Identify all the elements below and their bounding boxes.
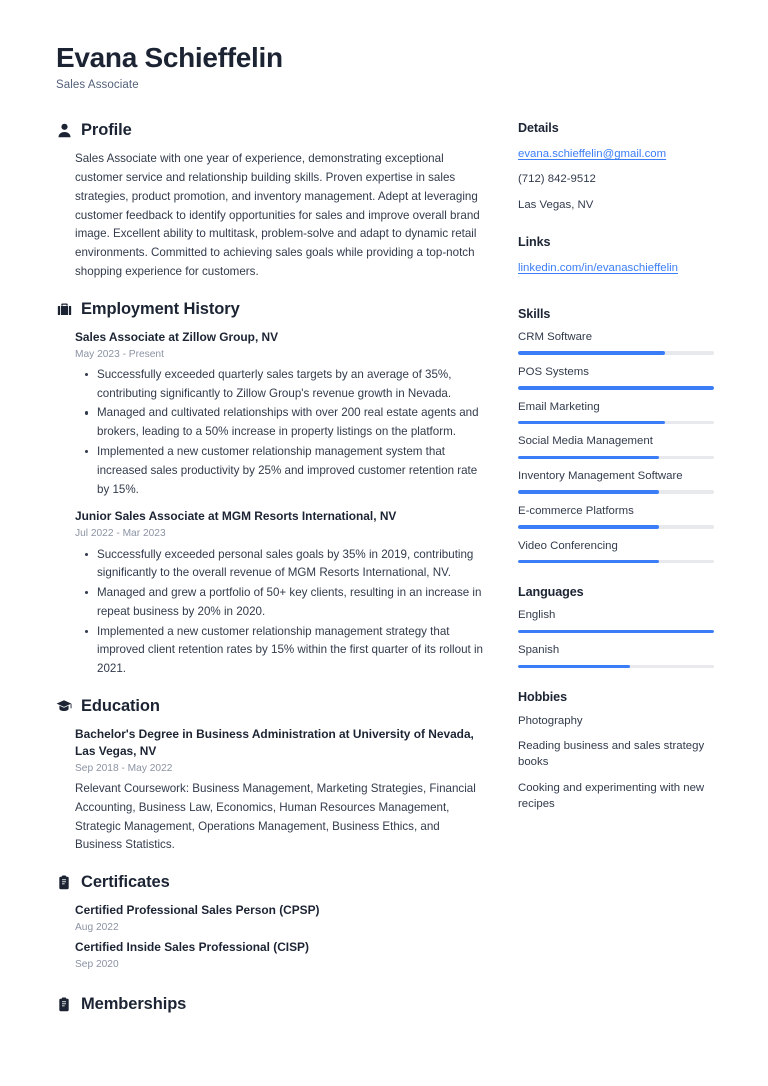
hobby-item: Cooking and experimenting with new recipes <box>518 781 705 810</box>
graduation-cap-icon <box>56 698 72 714</box>
section-body-profile <box>56 150 486 281</box>
profile-summary-text: Sales Associate with one year of experience, demonstrating exceptional customer service and relationship building skills. Proven expertise in sales strategies, product promotion, and inventory management. Adept at leveraging customer feedback to identify opportunities for sales and improve overall brand image. Excellent ability to multitask, problem-solve and adapt to dynamic retail environments. Committed to achieving sales goals while providing a top-notch shopping experience for customers. <box>75 152 480 278</box>
language-label: English <box>518 609 556 622</box>
employment-entry-bullets <box>75 546 486 679</box>
language-row <box>518 643 714 668</box>
skill-label: Email Marketing <box>518 400 600 413</box>
sidebar-block-details <box>518 121 714 213</box>
employment-entry <box>75 508 486 679</box>
sidebar-block-hobbies <box>518 690 714 812</box>
location-text: Las Vegas, NV <box>518 198 594 211</box>
employment-entry-date: Jul 2022 - Mar 2023 <box>75 528 166 540</box>
bullet-item: Implemented a new customer relationship management strategy that improved client retention rates by 15% within the first quarter of its rollout in 2021. <box>97 623 486 679</box>
bullet-item: Managed and cultivated relationships with over 200 real estate agents and brokers, leading to a 50% increase in property listings on the platform. <box>97 404 486 442</box>
skill-row <box>518 400 714 425</box>
skill-bar-track <box>518 490 714 493</box>
sidebar-title-details: Details <box>518 121 559 136</box>
skill-row <box>518 539 714 564</box>
bullet-item: Successfully exceeded quarterly sales targets by an average of 35%, contributing significantly to Zillow Group's revenue growth in Nevada. <box>97 366 486 404</box>
skill-label: Video Conferencing <box>518 539 618 552</box>
skill-bar-track <box>518 421 714 424</box>
employment-entry <box>75 329 486 500</box>
sidebar-block-languages <box>518 585 714 668</box>
section-header-profile <box>56 121 486 140</box>
education-entry-title: Bachelor's Degree in Business Administration at University of Nevada, Las Vegas, NV <box>75 726 474 758</box>
section-header-certificates <box>56 873 486 892</box>
skill-bar-fill <box>518 456 659 459</box>
clipboard-icon <box>56 996 72 1012</box>
skill-bar-fill <box>518 525 659 528</box>
certificate-entry <box>75 939 486 972</box>
skill-row <box>518 504 714 529</box>
sidebar-column <box>518 121 714 834</box>
hobby-item: Photography <box>518 714 583 727</box>
section-header-memberships <box>56 995 486 1014</box>
skill-bar-track <box>518 386 714 389</box>
skill-bar-fill <box>518 386 714 389</box>
section-profile <box>56 121 486 281</box>
sidebar-block-links <box>518 235 714 285</box>
section-header-employment <box>56 300 486 319</box>
skill-row <box>518 434 714 459</box>
skill-bar-fill <box>518 560 659 563</box>
skill-bar-fill <box>518 421 665 424</box>
language-row <box>518 608 714 633</box>
skill-row <box>518 330 714 355</box>
skill-row <box>518 365 714 390</box>
section-body-education <box>56 726 486 855</box>
certificate-entry-date: Aug 2022 <box>75 922 119 934</box>
candidate-name: Evana Schieffelin <box>56 42 283 73</box>
linkedin-link[interactable]: linkedin.com/in/evanaschieffelin <box>518 261 678 274</box>
education-entry-description: Relevant Coursework: Business Management, Marketing Strategies, Financial Accounting, Business Law, Economics, Human Resources Management, Strategic Management, Operations Management, Business Ethics, and Business Statistics. <box>75 782 476 852</box>
bullet-item: Implemented a new customer relationship management system that increased sales productivity by 25% and improved customer retention rate by 15%. <box>97 443 486 499</box>
language-label: Spanish <box>518 644 560 657</box>
section-header-education <box>56 697 486 716</box>
skill-label: Social Media Management <box>518 435 653 448</box>
section-memberships <box>56 995 486 1014</box>
person-icon <box>56 123 72 139</box>
certificate-entry-title: Certified Professional Sales Person (CPSP) <box>75 903 320 918</box>
resume-body <box>56 121 712 1031</box>
skill-bar-fill <box>518 490 659 493</box>
sidebar-title-languages: Languages <box>518 585 584 600</box>
email-link[interactable]: evana.schieffelin@gmail.com <box>518 148 667 161</box>
education-entry-date: Sep 2018 - May 2022 <box>75 762 173 774</box>
section-title-employment: Employment History <box>81 299 240 318</box>
certificate-entry-date: Sep 2020 <box>75 959 119 971</box>
sidebar-title-skills: Skills <box>518 306 551 321</box>
sidebar-block-skills <box>518 307 714 563</box>
section-title-profile: Profile <box>81 121 132 140</box>
candidate-job-title: Sales Associate <box>56 79 139 92</box>
sidebar-title-links: Links <box>518 234 551 249</box>
language-bar-track <box>518 665 714 668</box>
section-title-certificates: Certificates <box>81 873 170 892</box>
section-body-employment <box>56 329 486 679</box>
skill-label: Inventory Management Software <box>518 470 683 483</box>
bullet-item: Successfully exceeded personal sales goals by 35% in 2019, contributing significantly to the overall revenue of MGM Resorts International, NV. <box>97 546 486 584</box>
sidebar-title-hobbies: Hobbies <box>518 689 567 704</box>
employment-entry-bullets <box>75 366 486 499</box>
section-employment-history <box>56 300 486 679</box>
hobby-item: Reading business and sales strategy books <box>518 740 705 769</box>
employment-entry-title: Junior Sales Associate at MGM Resorts International, NV <box>75 509 397 524</box>
main-column <box>56 121 486 1031</box>
section-title-memberships: Memberships <box>81 994 187 1013</box>
skill-label: POS Systems <box>518 365 589 378</box>
certificate-entry-title: Certified Inside Sales Professional (CISP) <box>75 940 309 955</box>
skill-bar-track <box>518 351 714 354</box>
skill-label: CRM Software <box>518 330 593 343</box>
employment-entry-title: Sales Associate at Zillow Group, NV <box>75 329 279 344</box>
skill-row <box>518 469 714 494</box>
resume-header <box>56 42 712 91</box>
certificate-entry <box>75 902 486 935</box>
section-body-certificates <box>56 902 486 972</box>
skill-label: E-commerce Platforms <box>518 504 634 517</box>
section-title-education: Education <box>81 696 160 715</box>
section-certificates <box>56 873 486 972</box>
education-entry <box>75 726 486 855</box>
skill-bar-fill <box>518 351 665 354</box>
bullet-item: Managed and grew a portfolio of 50+ key clients, resulting in an increase in repeat business by 20% in 2020. <box>97 584 486 622</box>
phone-number: (712) 842-9512 <box>518 173 596 186</box>
language-bar-fill <box>518 665 630 668</box>
clipboard-icon <box>56 875 72 891</box>
language-bar-fill <box>518 630 714 633</box>
language-bar-track <box>518 630 714 633</box>
briefcase-icon <box>56 301 72 317</box>
skill-bar-track <box>518 525 714 528</box>
section-education <box>56 697 486 855</box>
skill-bar-track <box>518 560 714 563</box>
skill-bar-track <box>518 456 714 459</box>
employment-entry-date: May 2023 - Present <box>75 348 164 360</box>
